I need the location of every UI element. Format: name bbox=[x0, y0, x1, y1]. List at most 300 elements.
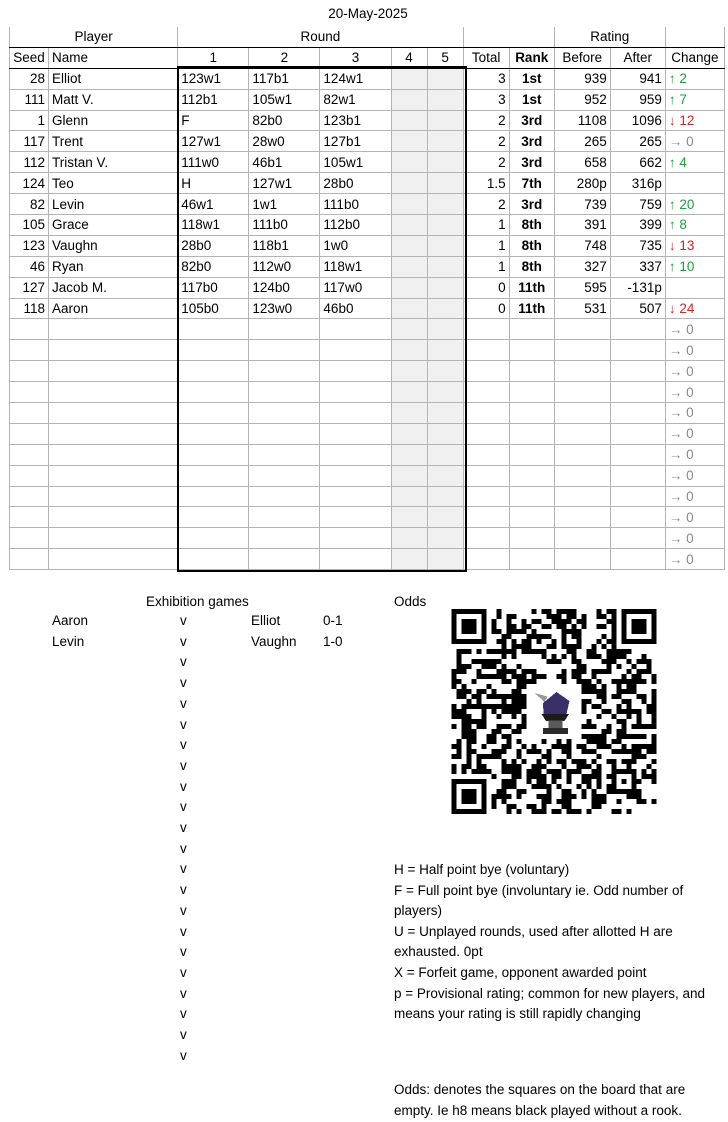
qr-module bbox=[622, 674, 627, 679]
after-cell: 662 bbox=[610, 152, 665, 173]
empty-cell bbox=[178, 507, 249, 528]
qr-module bbox=[617, 739, 622, 744]
qr-module bbox=[572, 629, 577, 634]
qr-module bbox=[477, 694, 482, 699]
empty-cell bbox=[427, 486, 463, 507]
change-cell bbox=[665, 173, 724, 194]
round-5-cell bbox=[427, 68, 463, 89]
qr-module bbox=[512, 654, 517, 659]
qr-module bbox=[567, 619, 572, 624]
before-cell: 327 bbox=[554, 256, 610, 277]
empty-cell bbox=[463, 361, 509, 382]
round-1-cell: 82b0 bbox=[178, 256, 249, 277]
qr-module bbox=[512, 729, 517, 734]
qr-module bbox=[532, 649, 537, 654]
qr-module bbox=[627, 759, 632, 764]
exhibition-list bbox=[0, 613, 390, 1063]
qr-module bbox=[507, 614, 512, 619]
after-cell: 337 bbox=[610, 256, 665, 277]
qr-module bbox=[647, 744, 652, 749]
qr-module bbox=[612, 609, 617, 614]
qr-module bbox=[567, 629, 572, 634]
round-4-cell bbox=[391, 277, 427, 298]
qr-module bbox=[457, 714, 462, 719]
qr-module bbox=[517, 754, 522, 759]
round-3-cell: 28b0 bbox=[320, 173, 391, 194]
qr-module bbox=[472, 659, 477, 664]
qr-module bbox=[467, 719, 472, 724]
qr-module bbox=[642, 699, 647, 704]
qr-module bbox=[627, 809, 632, 814]
versus-label: v bbox=[180, 964, 187, 980]
empty-cell bbox=[509, 549, 554, 570]
qr-module bbox=[462, 664, 467, 669]
qr-module bbox=[617, 649, 622, 654]
qr-module bbox=[552, 809, 557, 814]
qr-module bbox=[512, 709, 517, 714]
round-2-cell: 1w1 bbox=[249, 194, 320, 215]
empty-cell bbox=[463, 507, 509, 528]
qr-module bbox=[542, 634, 547, 639]
empty-cell bbox=[610, 361, 665, 382]
qr-module bbox=[522, 639, 527, 644]
qr-module bbox=[612, 634, 617, 639]
qr-module bbox=[642, 724, 647, 729]
qr-module bbox=[467, 744, 472, 749]
qr-module bbox=[502, 644, 507, 649]
qr-module bbox=[542, 754, 547, 759]
empty-cell bbox=[554, 423, 610, 444]
qr-module bbox=[492, 619, 497, 624]
qr-module bbox=[617, 664, 622, 669]
qr-module bbox=[462, 684, 467, 689]
qr-module bbox=[562, 654, 567, 659]
qr-module bbox=[582, 689, 587, 694]
qr-module bbox=[562, 764, 567, 769]
qr-module bbox=[537, 779, 542, 784]
round-4-cell bbox=[391, 89, 427, 110]
round-3-cell: 112b0 bbox=[320, 215, 391, 236]
player-row bbox=[10, 235, 725, 256]
qr-module bbox=[597, 614, 602, 619]
total-cell: 1 bbox=[463, 235, 509, 256]
qr-module bbox=[557, 739, 562, 744]
qr-module bbox=[467, 739, 472, 744]
qr-module bbox=[632, 749, 637, 754]
qr-module bbox=[507, 694, 512, 699]
qr-module bbox=[577, 664, 582, 669]
rank-cell: 1st bbox=[509, 89, 554, 110]
seed-cell: 127 bbox=[10, 277, 49, 298]
empty-cell bbox=[10, 528, 49, 549]
name-cell: Jacob M. bbox=[49, 277, 178, 298]
qr-module bbox=[532, 679, 537, 684]
round-5-cell bbox=[427, 256, 463, 277]
empty-cell bbox=[463, 528, 509, 549]
qr-module bbox=[472, 749, 477, 754]
empty-row bbox=[10, 444, 725, 465]
empty-row bbox=[10, 465, 725, 486]
qr-module bbox=[612, 619, 617, 624]
qr-module bbox=[492, 659, 497, 664]
empty-cell bbox=[463, 465, 509, 486]
qr-module bbox=[517, 699, 522, 704]
empty-cell bbox=[49, 549, 178, 570]
qr-module bbox=[582, 704, 587, 709]
empty-cell bbox=[554, 382, 610, 403]
empty-cell bbox=[49, 528, 178, 549]
empty-row bbox=[10, 361, 725, 382]
qr-module bbox=[562, 634, 567, 639]
qr-module bbox=[477, 674, 482, 679]
qr-module bbox=[652, 704, 657, 709]
legend-item: U = Unplayed rounds, used after allotted H are exhausted. 0pt bbox=[394, 923, 673, 960]
qr-module bbox=[552, 774, 557, 779]
qr-module bbox=[552, 779, 557, 784]
name-cell: Aaron bbox=[49, 298, 178, 319]
qr-module bbox=[612, 679, 617, 684]
qr-module bbox=[497, 704, 502, 709]
empty-cell bbox=[610, 444, 665, 465]
qr-module bbox=[612, 654, 617, 659]
qr-module bbox=[652, 749, 657, 754]
empty-cell bbox=[10, 423, 49, 444]
qr-module bbox=[497, 614, 502, 619]
empty-cell bbox=[391, 465, 427, 486]
empty-cell bbox=[427, 423, 463, 444]
qr-module bbox=[542, 774, 547, 779]
qr-module bbox=[467, 754, 472, 759]
qr-module bbox=[507, 724, 512, 729]
empty-cell bbox=[10, 319, 49, 340]
exhibition-row bbox=[0, 737, 380, 757]
exhibition-row bbox=[0, 924, 380, 944]
rank-cell: 11th bbox=[509, 298, 554, 319]
empty-cell bbox=[463, 423, 509, 444]
empty-row bbox=[10, 528, 725, 549]
name-cell: Tristan V. bbox=[49, 152, 178, 173]
total-cell: 2 bbox=[463, 110, 509, 131]
qr-module bbox=[532, 634, 537, 639]
round-5-header: 5 bbox=[427, 47, 463, 68]
qr-module bbox=[567, 744, 572, 749]
round-4-cell bbox=[391, 256, 427, 277]
qr-module bbox=[502, 744, 507, 749]
change-cell: → 0 bbox=[665, 340, 724, 361]
versus-label: v bbox=[180, 840, 187, 856]
change-cell: → 0 bbox=[665, 444, 724, 465]
player-row bbox=[10, 256, 725, 277]
qr-module bbox=[512, 644, 517, 649]
empty-row bbox=[10, 382, 725, 403]
qr-module bbox=[562, 744, 567, 749]
qr-module bbox=[612, 629, 617, 634]
versus-label: v bbox=[180, 820, 187, 835]
qr-module bbox=[497, 694, 502, 699]
qr-module bbox=[477, 769, 482, 774]
qr-module bbox=[502, 749, 507, 754]
qr-module bbox=[637, 714, 642, 719]
versus-label: v bbox=[180, 882, 187, 898]
round-2-cell: 118b1 bbox=[249, 235, 320, 256]
after-header: After bbox=[610, 47, 665, 68]
round-5-cell bbox=[427, 173, 463, 194]
qr-module bbox=[542, 649, 547, 654]
qr-module bbox=[547, 614, 552, 619]
qr-module bbox=[577, 619, 582, 624]
empty-cell bbox=[610, 423, 665, 444]
round-2-cell: 111b0 bbox=[249, 215, 320, 236]
qr-module bbox=[647, 659, 652, 664]
qr-module bbox=[607, 784, 612, 789]
empty-cell bbox=[178, 340, 249, 361]
qr-module bbox=[597, 799, 602, 804]
qr-module bbox=[592, 774, 597, 779]
qr-module bbox=[627, 734, 632, 739]
change-cell: ↓ 13 bbox=[665, 235, 724, 256]
qr-module bbox=[492, 804, 497, 809]
qr-module bbox=[587, 724, 592, 729]
odds-title: Odds bbox=[394, 594, 427, 609]
qr-module bbox=[642, 744, 647, 749]
qr-module bbox=[562, 759, 567, 764]
qr-module bbox=[562, 794, 567, 799]
qr-module bbox=[512, 669, 517, 674]
empty-cell bbox=[463, 549, 509, 570]
empty-cell bbox=[554, 361, 610, 382]
empty-cell bbox=[178, 444, 249, 465]
qr-module bbox=[637, 694, 642, 699]
qr-module bbox=[527, 774, 532, 779]
qr-module bbox=[477, 764, 482, 769]
empty-cell bbox=[554, 507, 610, 528]
qr-module bbox=[482, 659, 487, 664]
round-1-cell: 105b0 bbox=[178, 298, 249, 319]
qr-module bbox=[642, 669, 647, 674]
empty-cell bbox=[427, 382, 463, 403]
seed-cell: 112 bbox=[10, 152, 49, 173]
qr-module bbox=[627, 714, 632, 719]
qr-module bbox=[482, 754, 487, 759]
qr-module bbox=[567, 789, 572, 794]
empty-cell bbox=[10, 403, 49, 424]
qr-module bbox=[537, 749, 542, 754]
qr-module bbox=[467, 714, 472, 719]
qr-module bbox=[497, 729, 502, 734]
versus-label: v bbox=[180, 985, 187, 1001]
qr-module bbox=[532, 769, 537, 774]
change-cell: → 0 bbox=[665, 131, 724, 152]
qr-module bbox=[562, 789, 567, 794]
qr-module bbox=[462, 714, 467, 719]
qr-module bbox=[512, 699, 517, 704]
qr-module bbox=[512, 639, 517, 644]
qr-module bbox=[457, 694, 462, 699]
qr-module bbox=[637, 719, 642, 724]
empty-cell bbox=[320, 319, 391, 340]
qr-module bbox=[547, 794, 552, 799]
round-2-cell: 123w0 bbox=[249, 298, 320, 319]
qr-module bbox=[562, 609, 567, 614]
qr-module bbox=[607, 659, 612, 664]
qr-module bbox=[497, 674, 502, 679]
round-2-cell: 105w1 bbox=[249, 89, 320, 110]
qr-module bbox=[607, 639, 612, 644]
qr-module bbox=[597, 784, 602, 789]
versus-label: v bbox=[180, 902, 187, 918]
qr-module bbox=[582, 764, 587, 769]
qr-module bbox=[532, 744, 537, 749]
qr-module bbox=[457, 669, 462, 674]
qr-module bbox=[617, 694, 622, 699]
qr-module bbox=[617, 709, 622, 714]
qr-module bbox=[602, 734, 607, 739]
qr-module bbox=[557, 769, 562, 774]
legend-item: F = Full point bye (involuntary ie. Odd number of players) bbox=[394, 882, 684, 919]
qr-module bbox=[622, 759, 627, 764]
exhibition-row bbox=[0, 675, 380, 695]
qr-module bbox=[512, 784, 517, 789]
empty-cell bbox=[463, 486, 509, 507]
qr-module bbox=[462, 619, 477, 634]
empty-cell bbox=[320, 465, 391, 486]
qr-module bbox=[582, 779, 587, 784]
empty-row bbox=[10, 403, 725, 424]
qr-module bbox=[502, 649, 507, 654]
qr-module bbox=[512, 649, 517, 654]
qr-module bbox=[482, 689, 487, 694]
empty-cell bbox=[10, 549, 49, 570]
round-2-cell: 82b0 bbox=[249, 110, 320, 131]
round-2-cell: 117b1 bbox=[249, 68, 320, 89]
qr-module bbox=[462, 709, 467, 714]
qr-module bbox=[517, 709, 522, 714]
qr-module bbox=[512, 764, 517, 769]
qr-module bbox=[502, 764, 507, 769]
qr-module bbox=[457, 744, 462, 749]
qr-module bbox=[517, 664, 522, 669]
qr-module bbox=[507, 634, 512, 639]
empty-cell bbox=[178, 319, 249, 340]
qr-module bbox=[547, 769, 552, 774]
round-3-cell: 117w0 bbox=[320, 277, 391, 298]
qr-module bbox=[627, 649, 632, 654]
round-5-cell bbox=[427, 277, 463, 298]
total-cell: 0 bbox=[463, 298, 509, 319]
player-row bbox=[10, 194, 725, 215]
qr-module bbox=[562, 639, 567, 644]
qr-module bbox=[597, 654, 602, 659]
qr-module bbox=[587, 699, 592, 704]
qr-module bbox=[577, 764, 582, 769]
qr-module bbox=[497, 749, 502, 754]
player-row bbox=[10, 152, 725, 173]
name-cell: Elliot bbox=[49, 68, 178, 89]
empty-cell bbox=[554, 549, 610, 570]
qr-module bbox=[462, 729, 467, 734]
qr-module bbox=[467, 699, 472, 704]
qr-module bbox=[527, 804, 532, 809]
before-header: Before bbox=[554, 47, 610, 68]
player-row bbox=[10, 89, 725, 110]
qr-module bbox=[637, 799, 642, 804]
qr-module bbox=[567, 804, 572, 809]
qr-module bbox=[497, 609, 502, 614]
qr-module bbox=[602, 614, 607, 619]
empty-cell bbox=[391, 549, 427, 570]
qr-module bbox=[607, 664, 612, 669]
qr-module bbox=[477, 704, 482, 709]
total-cell: 3 bbox=[463, 89, 509, 110]
qr-module bbox=[582, 679, 587, 684]
qr-module bbox=[582, 744, 587, 749]
qr-module bbox=[607, 709, 612, 714]
qr-module bbox=[517, 684, 522, 689]
qr-module bbox=[502, 779, 507, 784]
qr-module bbox=[497, 659, 502, 664]
versus-label: v bbox=[180, 923, 187, 939]
qr-module bbox=[547, 634, 552, 639]
qr-module bbox=[537, 674, 542, 679]
qr-module bbox=[652, 714, 657, 719]
qr-module bbox=[637, 674, 642, 679]
empty-cell bbox=[178, 403, 249, 424]
qr-module bbox=[652, 719, 657, 724]
qr-module bbox=[517, 629, 522, 634]
qr-module bbox=[492, 689, 497, 694]
game-result: 0-1 bbox=[323, 613, 343, 628]
qr-module bbox=[522, 724, 527, 729]
versus-label: v bbox=[180, 799, 187, 815]
qr-module bbox=[652, 679, 657, 684]
seed-cell: 28 bbox=[10, 68, 49, 89]
qr-module bbox=[522, 744, 527, 749]
change-cell: → 0 bbox=[665, 382, 724, 403]
qr-module bbox=[577, 644, 582, 649]
qr-module bbox=[597, 639, 602, 644]
qr-module bbox=[587, 679, 592, 684]
qr-module bbox=[492, 739, 497, 744]
legend-item: p = Provisional rating; common for new players, and means your rating is still rapidly changing bbox=[394, 985, 706, 1022]
after-cell: 399 bbox=[610, 215, 665, 236]
qr-module bbox=[547, 659, 552, 664]
qr-module bbox=[592, 684, 597, 689]
qr-module bbox=[622, 719, 627, 724]
qr-module bbox=[537, 759, 542, 764]
empty-cell bbox=[320, 507, 391, 528]
tournament-date: 20-May-2025 bbox=[328, 6, 408, 21]
qr-module bbox=[517, 794, 522, 799]
seed-cell: 123 bbox=[10, 235, 49, 256]
qr-module bbox=[472, 734, 477, 739]
change-cell: → 0 bbox=[665, 423, 724, 444]
qr-module bbox=[622, 689, 627, 694]
qr-module bbox=[492, 749, 497, 754]
qr-module bbox=[492, 709, 497, 714]
exhibition-row bbox=[0, 841, 380, 861]
qr-module bbox=[557, 759, 562, 764]
qr-module bbox=[492, 694, 497, 699]
qr-module bbox=[532, 774, 537, 779]
qr-module bbox=[537, 809, 542, 814]
qr-module bbox=[642, 754, 647, 759]
empty-row bbox=[10, 423, 725, 444]
qr-module bbox=[602, 669, 607, 674]
empty-cell bbox=[427, 528, 463, 549]
qr-module bbox=[602, 729, 607, 734]
qr-module bbox=[612, 644, 617, 649]
qr-module bbox=[617, 704, 622, 709]
